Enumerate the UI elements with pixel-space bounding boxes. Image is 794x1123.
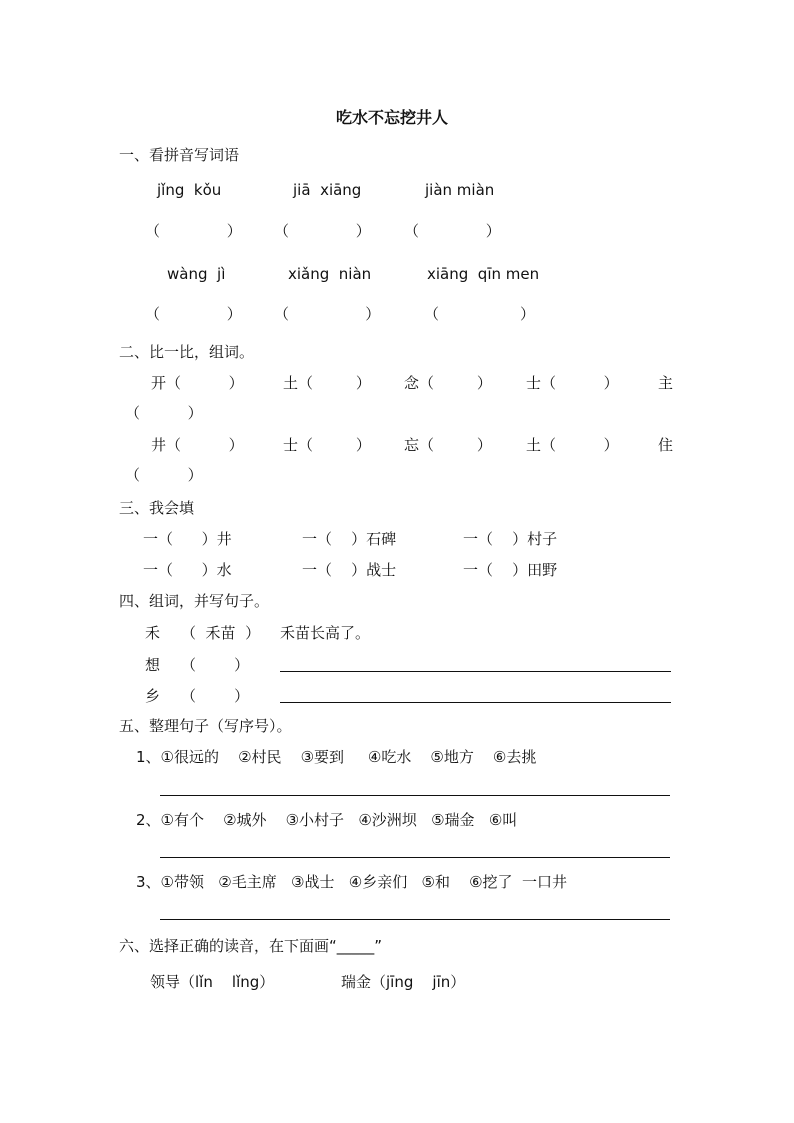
compare-item[interactable]: 士（ ）: [283, 436, 371, 454]
reading-choice[interactable]: 领导（lǐn lǐng）: [150, 973, 275, 991]
answer-line[interactable]: [160, 795, 670, 796]
sentence-parts: 3、①带领 ②毛主席 ③战士 ④乡亲们 ⑤和 ⑥挖了 一口井: [136, 873, 568, 891]
compare-item[interactable]: 土（ ）: [526, 436, 619, 454]
section-3-heading: 三、我会填: [119, 499, 195, 517]
sentence-line[interactable]: [280, 702, 671, 703]
compare-item: 住: [658, 436, 674, 454]
word-bracket[interactable]: （ ）: [181, 656, 250, 674]
section-1-heading: 一、看拼音写词语: [119, 146, 240, 164]
section-6-heading: 六、选择正确的读音，在下面画“_____”: [119, 937, 383, 955]
word-char: 乡: [145, 687, 161, 705]
section-5-heading: 五、整理句子（写序号）。: [119, 717, 292, 735]
pinyin-item: xiāng qīn men: [427, 265, 540, 283]
fill-item[interactable]: 一（ ）水: [143, 561, 232, 579]
fill-item[interactable]: 一（ ）石碑: [302, 530, 397, 548]
answer-bracket[interactable]: （ ）: [424, 305, 536, 323]
reading-choice[interactable]: 瑞金（jīng jīn）: [341, 973, 466, 991]
word-char: 禾: [145, 624, 161, 642]
compare-item[interactable]: 忘（ ）: [404, 436, 492, 454]
fill-item[interactable]: 一（ ）战士: [302, 561, 397, 579]
pinyin-item: jiàn miàn: [425, 181, 495, 199]
answer-line[interactable]: [160, 857, 670, 858]
pinyin-item: xiǎng niàn: [288, 265, 372, 283]
page-title: 吃水不忘挖井人: [336, 108, 449, 127]
section-2-heading: 二、比一比，组词。: [119, 343, 255, 361]
word-bracket[interactable]: （ ）: [181, 687, 250, 705]
compare-wrap-bracket[interactable]: （ ）: [125, 466, 203, 484]
pinyin-item: jǐng kǒu: [157, 181, 222, 199]
answer-bracket[interactable]: （ ）: [404, 222, 501, 240]
compare-item[interactable]: 土（ ）: [283, 374, 371, 392]
fill-item[interactable]: 一（ ）村子: [463, 530, 558, 548]
compare-item[interactable]: 士（ ）: [526, 374, 619, 392]
compare-item[interactable]: 井（ ）: [151, 436, 244, 454]
answer-bracket[interactable]: （ ）: [274, 222, 371, 240]
fill-item[interactable]: 一（ ）井: [143, 530, 232, 548]
compare-item: 主: [658, 374, 674, 392]
compare-item[interactable]: 开（ ）: [151, 374, 244, 392]
sentence-parts: 1、①很远的 ②村民 ③要到 ④吃水 ⑤地方 ⑥去挑: [136, 748, 537, 766]
sentence-line[interactable]: [280, 671, 671, 672]
compare-wrap-bracket[interactable]: （ ）: [125, 404, 203, 422]
word-bracket: （ 禾苗 ）: [181, 624, 261, 642]
example-sentence: 禾苗长高了。: [280, 624, 371, 642]
compare-item[interactable]: 念（ ）: [404, 374, 492, 392]
sentence-parts: 2、①有个 ②城外 ③小村子 ④沙洲坝 ⑤瑞金 ⑥叫: [136, 811, 518, 829]
answer-bracket[interactable]: （ ）: [274, 305, 381, 323]
answer-bracket[interactable]: （ ）: [145, 222, 242, 240]
pinyin-item: wàng jì: [167, 265, 226, 283]
word-char: 想: [145, 656, 161, 674]
pinyin-item: jiā xiāng: [293, 181, 362, 199]
answer-line[interactable]: [160, 919, 670, 920]
section-4-heading: 四、组词，并写句子。: [119, 592, 270, 610]
answer-bracket[interactable]: （ ）: [145, 305, 242, 323]
fill-item[interactable]: 一（ ）田野: [463, 561, 558, 579]
